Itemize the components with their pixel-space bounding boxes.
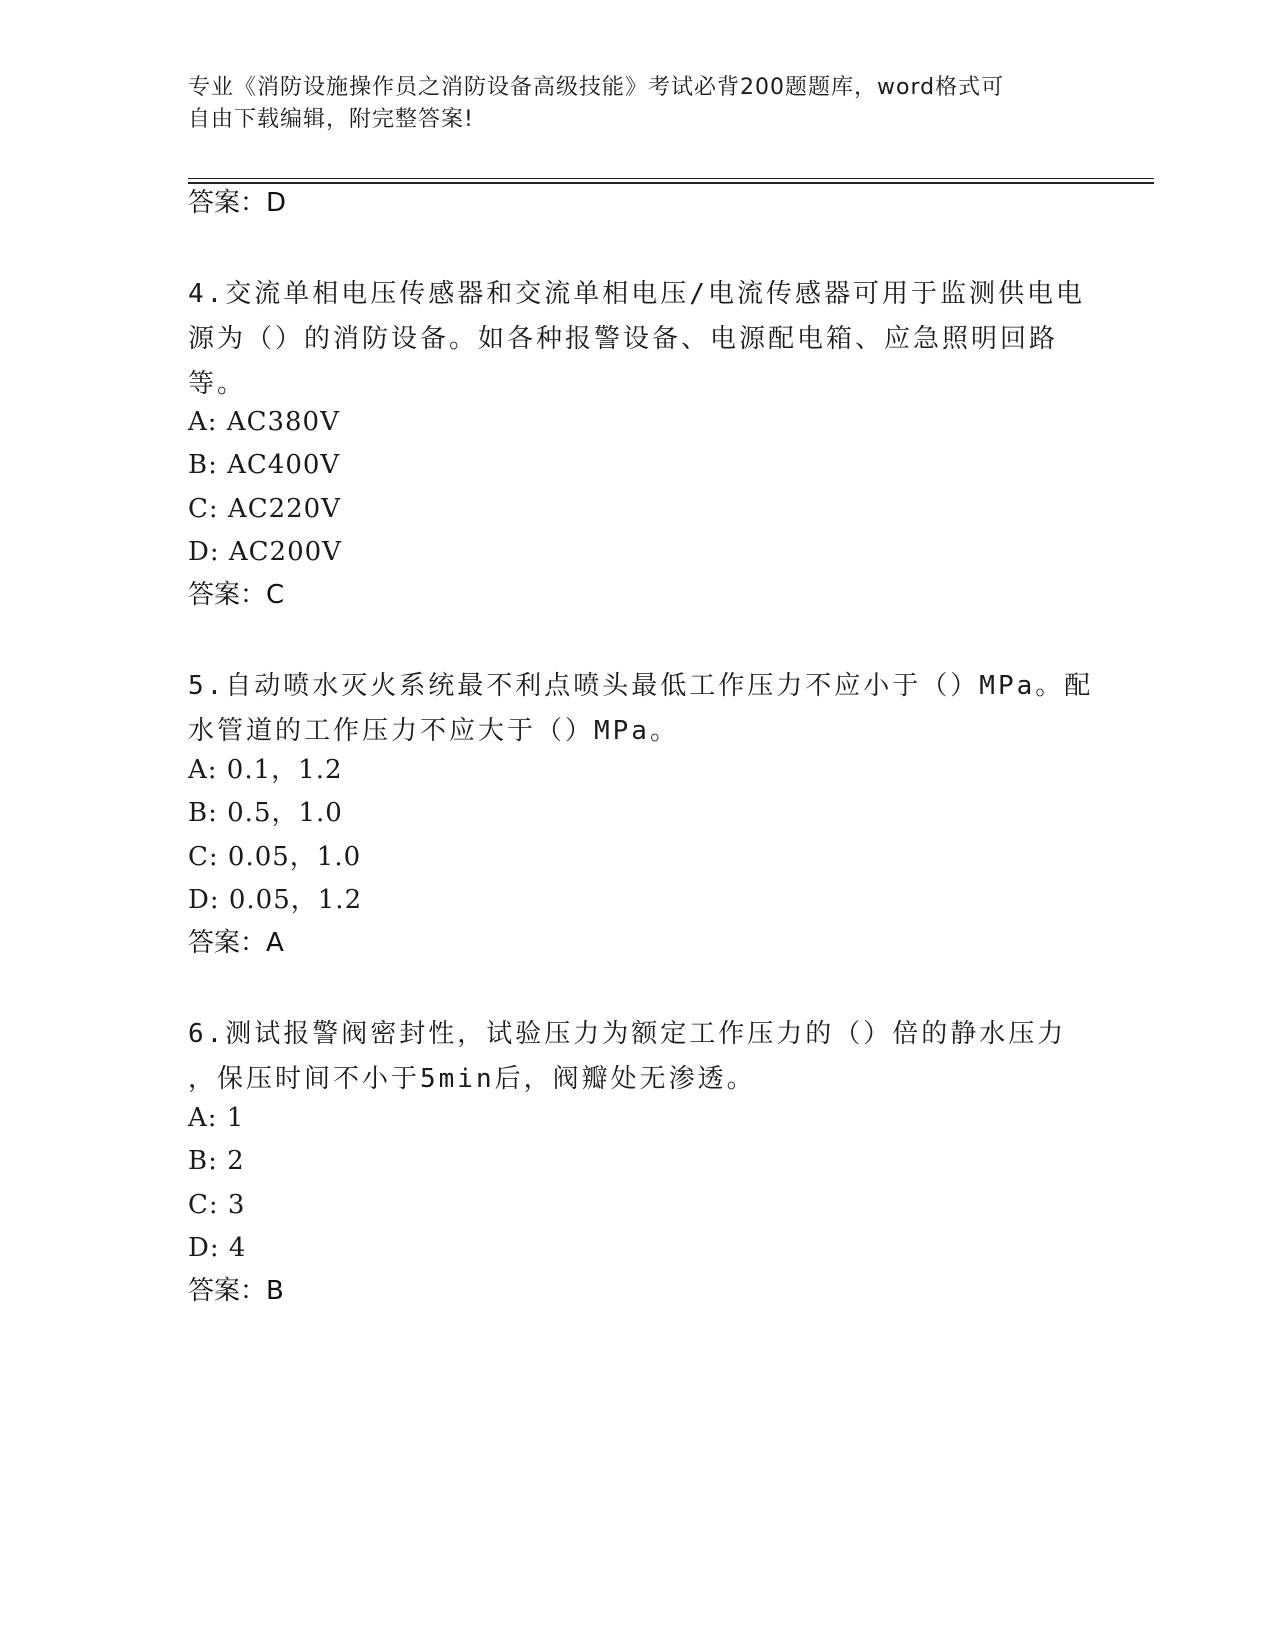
header-line-2: 自由下载编辑，附完整答案! [188, 107, 474, 132]
question-4-line-1: 4.交流单相电压传感器和交流单相电压/电流传感器可用于监测供电电 [188, 279, 1085, 309]
question-6-option-c: C: 3 [188, 1190, 246, 1220]
header-divider-thick [188, 182, 1154, 184]
question-4-line-2: 源为（）的消防设备。如各种报警设备、电源配电箱、应急照明回路 [188, 324, 1059, 354]
header-divider-thin [188, 178, 1154, 179]
question-5-option-a: A: 0.1，1.2 [188, 755, 343, 785]
question-6-line-2: ，保压时间不小于5min后，阀瓣处无渗透。 [188, 1064, 756, 1094]
question-6-text [188, 1012, 1088, 1102]
question-5-option-c: C: 0.05，1.0 [188, 842, 362, 872]
question-5-line-2: 水管道的工作压力不应大于（）MPa。 [188, 716, 679, 746]
header-line-1: 专业《消防设施操作员之消防设备高级技能》考试必背200题题库，word格式可 [188, 75, 1005, 100]
question-6-answer: 答案：B [188, 1276, 284, 1306]
question-5-option-b: B: 0.5，1.0 [188, 798, 343, 828]
question-6-option-d: D: 4 [188, 1233, 247, 1263]
question-5-option-d: D: 0.05，1.2 [188, 885, 363, 915]
question-6-line-1: 6.测试报警阀密封性，试验压力为额定工作压力的（）倍的静水压力 [188, 1019, 1067, 1049]
question-4-option-c: C: AC220V [188, 494, 341, 524]
question-6-option-b: B: 2 [188, 1146, 245, 1176]
previous-answer: 答案：D [188, 188, 287, 218]
question-5-text [188, 664, 1094, 754]
question-6-option-a: A: 1 [188, 1103, 245, 1133]
document-header [188, 72, 1068, 136]
question-5-line-1: 5.自动喷水灭火系统最不利点喷头最低工作压力不应小于（）MPa。配 [188, 671, 1094, 701]
question-4-line-3: 等。 [188, 369, 247, 399]
question-4-option-a: A: AC380V [188, 407, 340, 437]
question-4-option-d: D: AC200V [188, 537, 342, 567]
question-4-option-b: B: AC400V [188, 450, 341, 480]
question-4-text [188, 272, 1088, 407]
question-5-answer: 答案：A [188, 928, 284, 958]
question-4-answer: 答案：C [188, 580, 285, 610]
